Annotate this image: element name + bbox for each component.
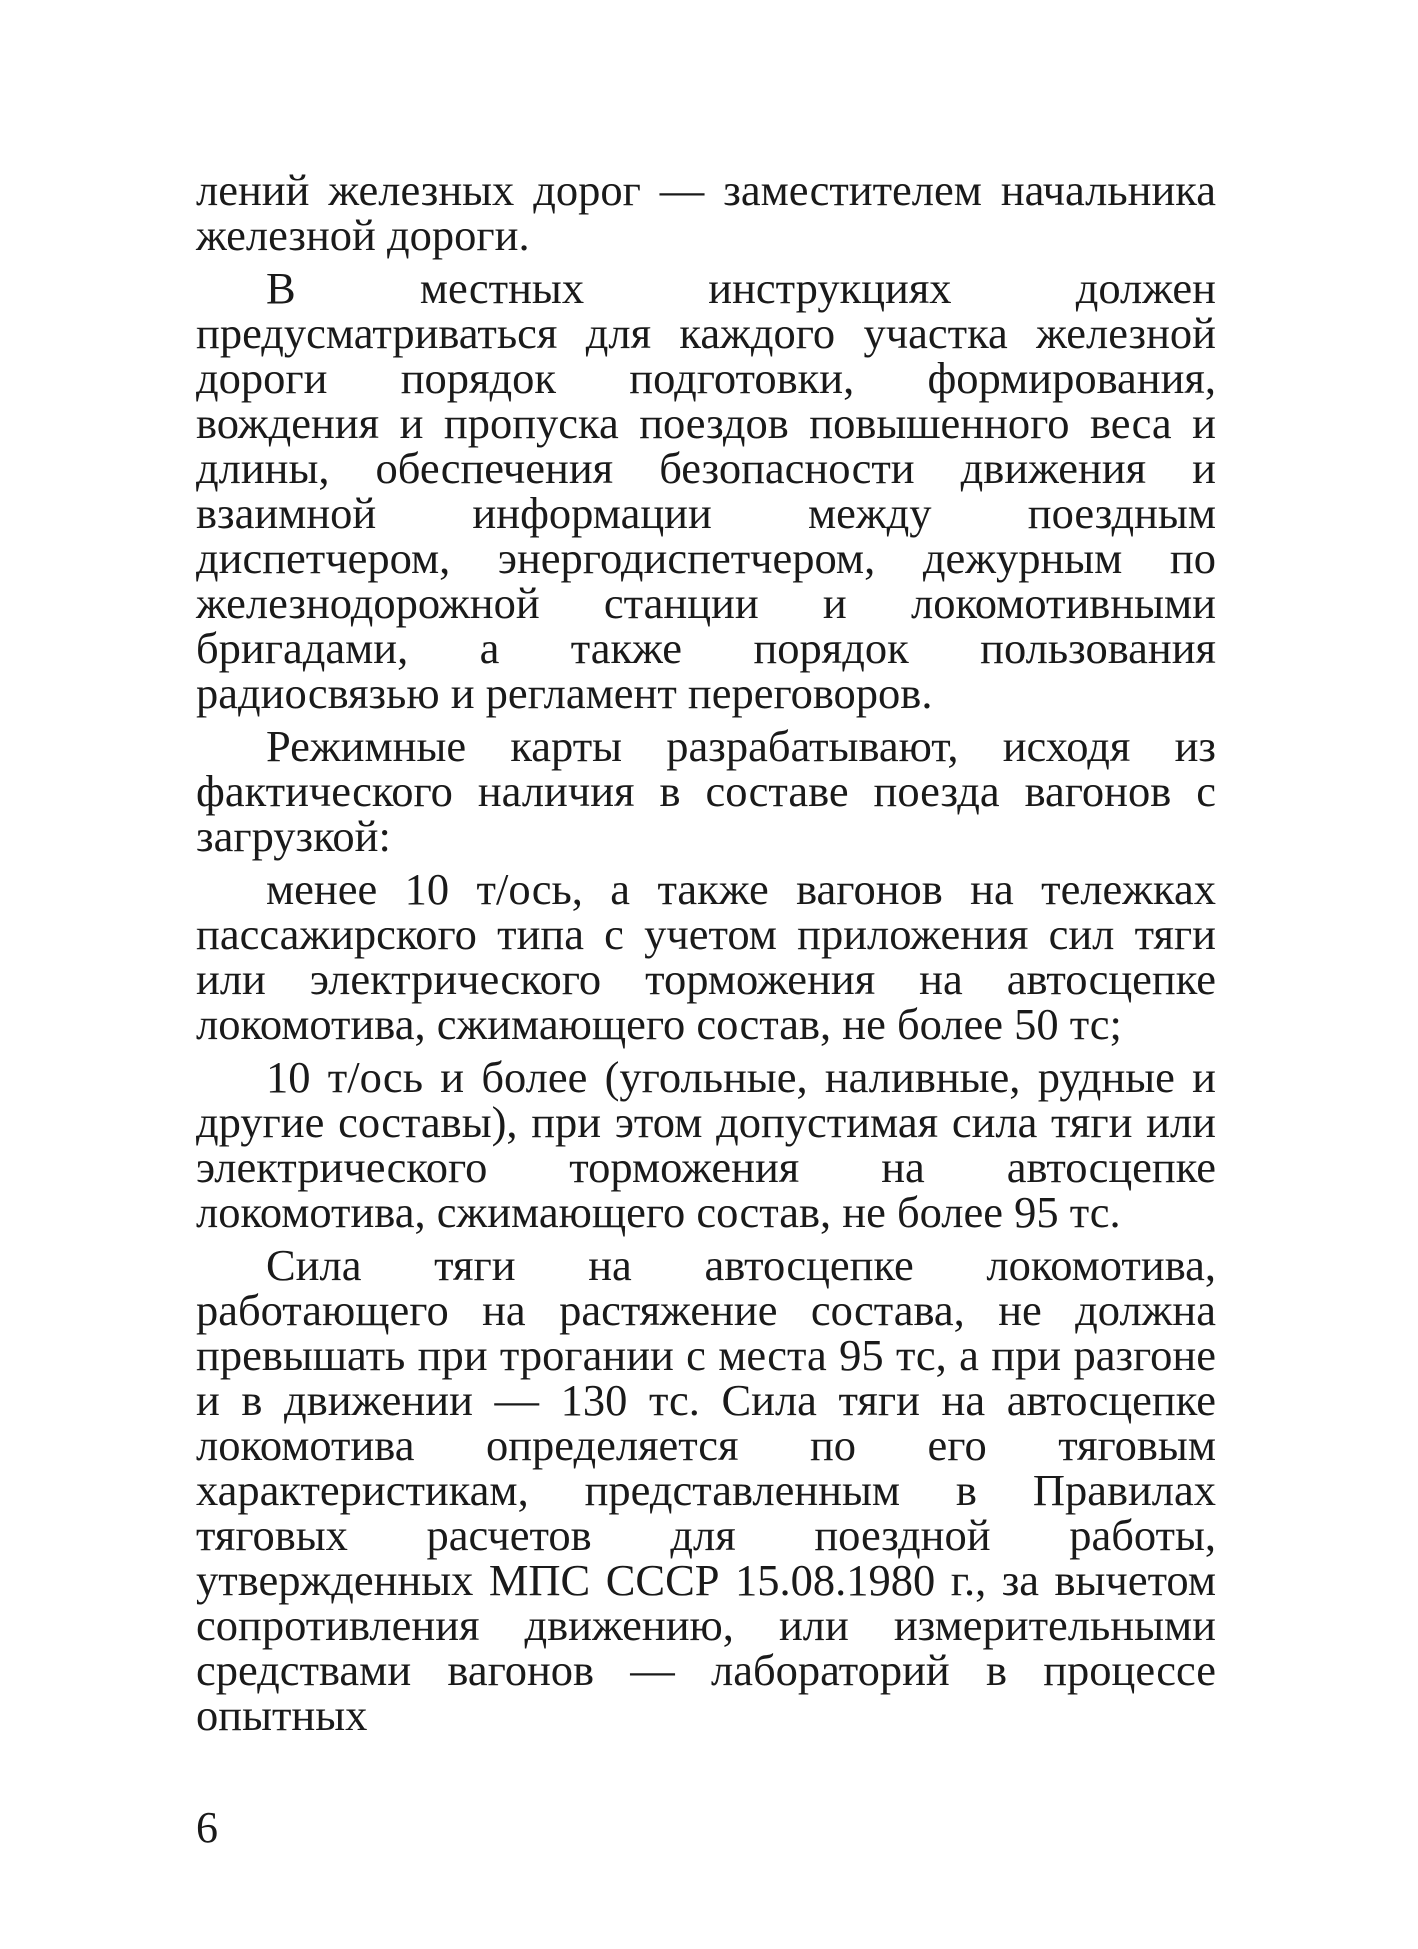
paragraph-local-instructions: В местных инструкциях должен предусматриваться для каждого участка железной дороги порядок подготовки, формирования, вождения и пропуска поездов повышенного веса и длины, обеспечения безопасности движения и взаимной информации между поездным диспетчером, энергодиспетчером, дежурным по железнодорожной станции и локомотивными бригадами, а также порядок пользования радиосвязью и регламент переговоров. [196, 263, 1216, 718]
page-body [196, 165, 1216, 1746]
paragraph-traction-force: Сила тяги на автосцепке локомотива, работающего на растяжение состава, не должна превышать при трогании с места 95 тс, а при разгоне и в движении — 130 тс. Сила тяги на автосцепке локомотива определяется по его тяговым характеристикам, представленным в Правилах тяговых расчетов для поездной работы, утвержденных МПС СССР 15.08.1980 г., за вычетом сопротивления движению, или измерительными средствами вагонов — лабораторий в процессе опытных [196, 1240, 1216, 1740]
paragraph-load-10-and-more: 10 т/ось и более (угольные, наливные, рудные и другие составы), при этом допустимая сила тяги или электрического торможения на автосцепке локомотива, сжимающего состав, не более 95 тс. [196, 1052, 1216, 1237]
paragraph-continuation: лений железных дорог — заместителем начальника железной дороги. [196, 165, 1216, 260]
paragraph-load-under-10: менее 10 т/ось, а также вагонов на тележках пассажирского типа с учетом приложения сил тяги или электрического торможения на автосцепке локомотива, сжимающего состав, не более 50 тс; [196, 864, 1216, 1049]
paragraph-mode-cards: Режимные карты разрабатывают, исходя из фактического наличия в составе поезда вагонов с загрузкой: [196, 721, 1216, 861]
page-number: 6 [196, 1803, 218, 1852]
